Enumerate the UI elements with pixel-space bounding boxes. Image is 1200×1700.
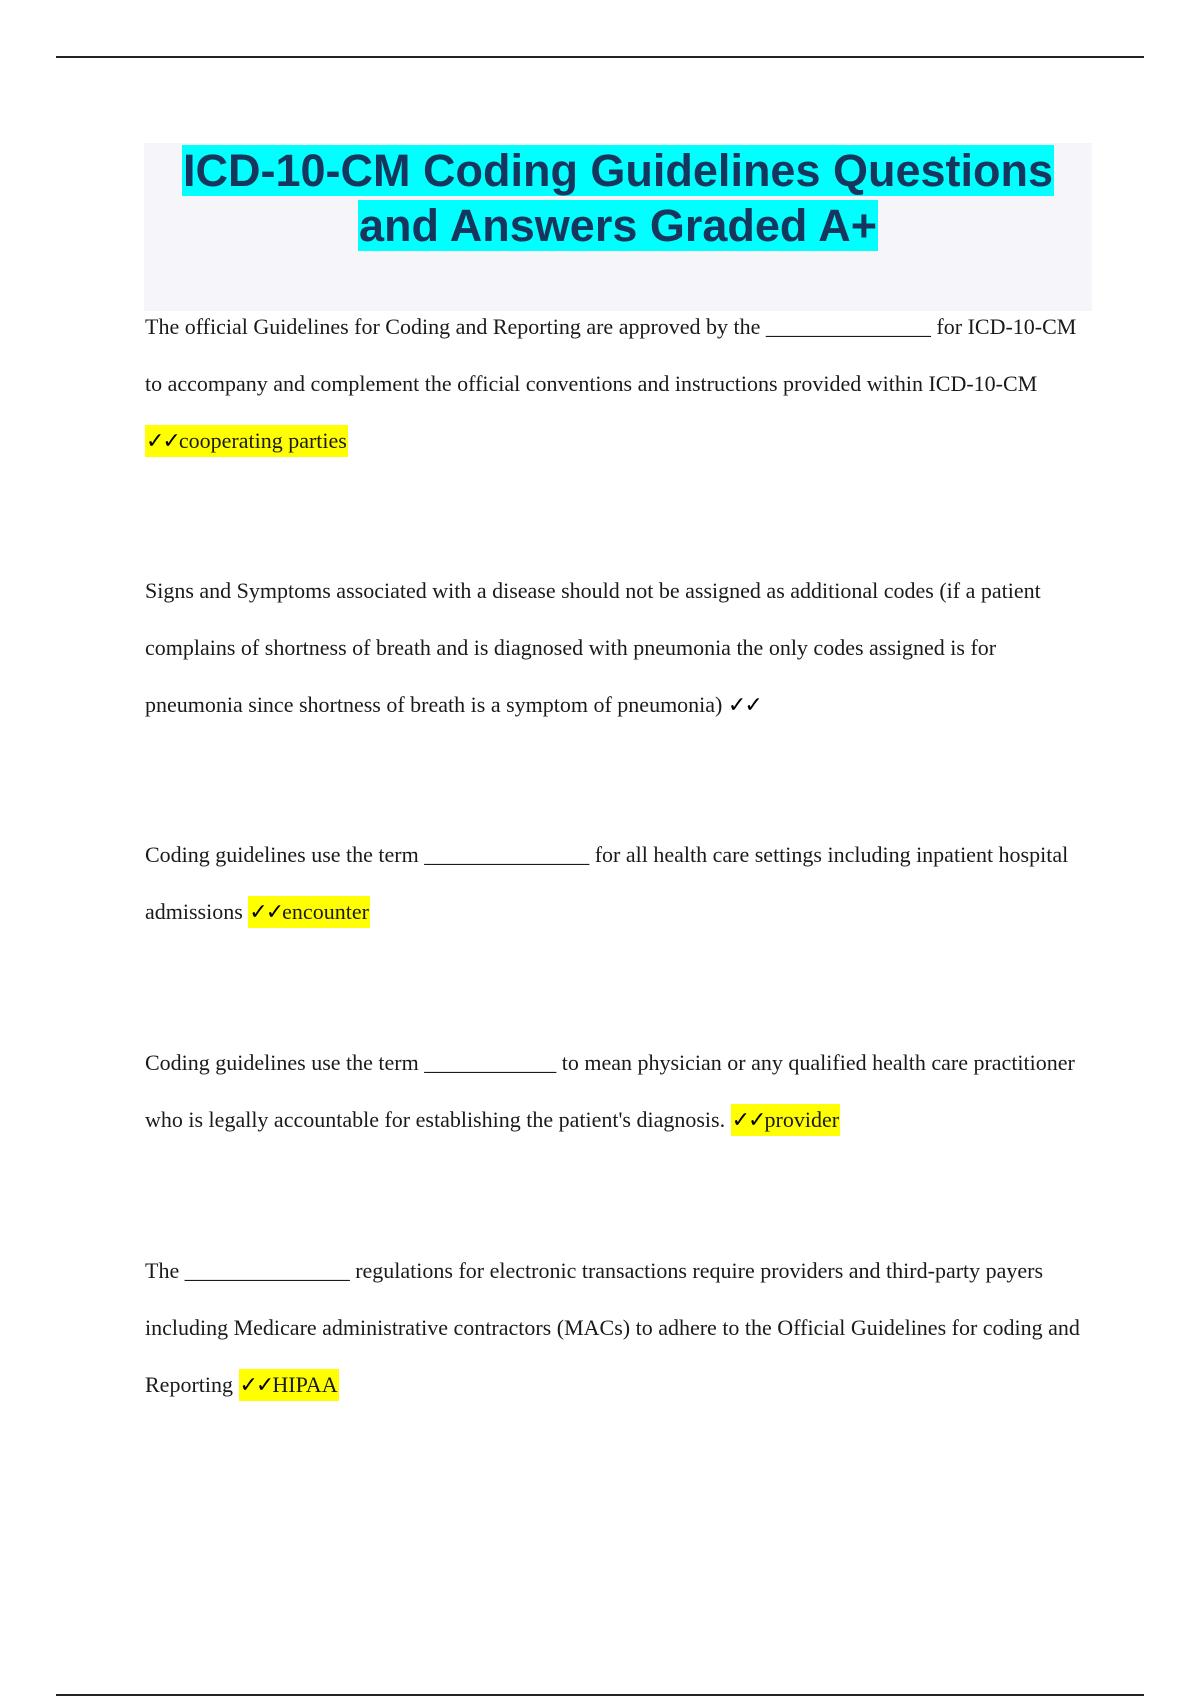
title-block <box>144 143 1092 311</box>
answer-highlight <box>239 1369 339 1401</box>
qa-item-5 <box>145 1242 1090 1414</box>
answer-text: cooperating parties <box>178 428 347 453</box>
question-text: Coding guidelines use the term ____________ to mean physician or any qualified health care practitioner who is legally accountable for establishing the patient's diagnosis. <box>145 1050 1075 1132</box>
title-line-1: ICD-10-CM Coding Guidelines Questions <box>182 145 1054 196</box>
answer-highlight <box>145 425 348 457</box>
question-text: The official Guidelines for Coding and Reporting are approved by the _______________ for ICD-10-CM to accompany and complement the official conventions and instructions provided within ICD-10-CM <box>145 314 1077 396</box>
double-check-icon: ✓✓ <box>727 693 761 718</box>
top-rule <box>56 56 1144 58</box>
title-line-2: and Answers Graded A+ <box>358 200 878 251</box>
double-check-icon: ✓✓ <box>249 900 283 925</box>
double-check-icon: ✓✓ <box>146 429 179 454</box>
answer-highlight <box>731 1104 840 1136</box>
qa-item-2 <box>145 562 1090 734</box>
qa-item-1 <box>145 298 1090 470</box>
answer-text: encounter <box>282 899 369 924</box>
question-text: Coding guidelines use the term _______________ for all health care settings including inpatient hospital admissions <box>145 842 1069 924</box>
answer-highlight <box>248 896 370 928</box>
double-check-icon: ✓✓ <box>239 1373 273 1398</box>
question-text: The _______________ regulations for electronic transactions require providers and third-party payers including Medicare administrative contractors (MACs) to adhere to the Official Guidelines for coding and Reporting <box>145 1258 1080 1397</box>
bottom-rule <box>56 1694 1144 1696</box>
answer-text: HIPAA <box>272 1372 338 1397</box>
question-text: Signs and Symptoms associated with a disease should not be assigned as additional codes (if a patient complains of shortness of breath and is diagnosed with pneumonia the only codes assigned is for pneumonia since shortness of breath is a symptom of pneumonia) <box>145 578 1041 717</box>
qa-item-4 <box>145 1034 1090 1149</box>
page-title <box>144 143 1092 253</box>
double-check-icon: ✓✓ <box>731 1108 765 1133</box>
answer-text: provider <box>764 1107 840 1132</box>
qa-item-3 <box>145 826 1090 941</box>
